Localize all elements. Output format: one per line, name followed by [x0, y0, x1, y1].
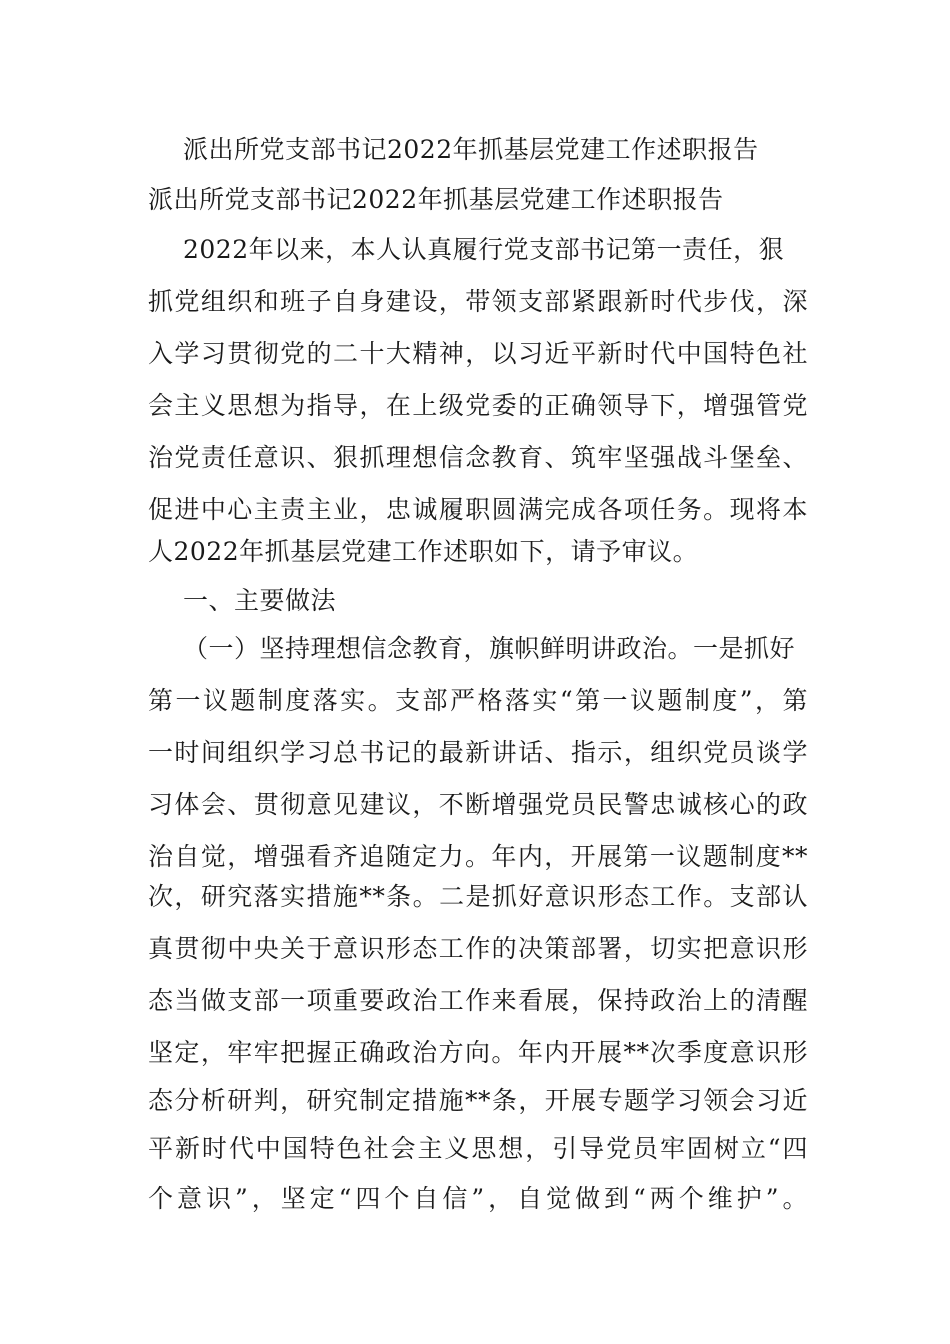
paragraph-line: 习体会、贯彻意见建议，不断增强党员民警忠诚核心的政 — [148, 790, 808, 819]
paragraph-line: 态当做支部一项重要政治工作来看展，保持政治上的清醒 — [148, 986, 808, 1015]
section-heading: 一、主要做法 — [183, 586, 337, 615]
paragraph-line: 真贯彻中央关于意识形态工作的决策部署，切实把意识形 — [148, 934, 808, 963]
paragraph-line: （一）坚持理想信念教育，旗帜鲜明讲政治。一是抓好 — [183, 634, 796, 663]
paragraph-line: 人2022年抓基层党建工作述职如下，请予审议。 — [148, 537, 699, 566]
paragraph-line: 2022年以来，本人认真履行党支部书记第一责任，狠 — [183, 235, 785, 264]
document-subtitle: 派出所党支部书记2022年抓基层党建工作述职报告 — [148, 185, 724, 214]
paragraph-line: 会主义思想为指导，在上级党委的正确领导下，增强管党 — [148, 391, 808, 420]
paragraph-line: 抓党组织和班子自身建设，带领支部紧跟新时代步伐，深 — [148, 287, 808, 316]
paragraph-line: 平新时代中国特色社会主义思想，引导党员牢固树立“四 — [148, 1134, 808, 1163]
document-title: 派出所党支部书记2022年抓基层党建工作述职报告 — [183, 135, 759, 164]
paragraph-line: 个意识”，坚定“四个自信”，自觉做到“两个维护”。 — [148, 1184, 808, 1213]
paragraph-line: 坚定，牢牢把握正确政治方向。年内开展**次季度意识形 — [148, 1038, 808, 1067]
paragraph-line: 一时间组织学习总书记的最新讲话、指示，组织党员谈学 — [148, 738, 808, 767]
paragraph-line: 治党责任意识、狠抓理想信念教育、筑牢坚强战斗堡垒、 — [148, 443, 808, 472]
paragraph-line: 促进中心主责主业，忠诚履职圆满完成各项任务。现将本 — [148, 495, 808, 524]
paragraph-line: 态分析研判，研究制定措施**条，开展专题学习领会习近 — [148, 1086, 808, 1115]
paragraph-line: 入学习贯彻党的二十大精神，以习近平新时代中国特色社 — [148, 339, 808, 368]
paragraph-line: 治自觉，增强看齐追随定力。年内，开展第一议题制度** — [148, 842, 808, 871]
paragraph-line: 第一议题制度落实。支部严格落实“第一议题制度”，第 — [148, 686, 808, 715]
paragraph-line: 次，研究落实措施**条。二是抓好意识形态工作。支部认 — [148, 882, 808, 911]
